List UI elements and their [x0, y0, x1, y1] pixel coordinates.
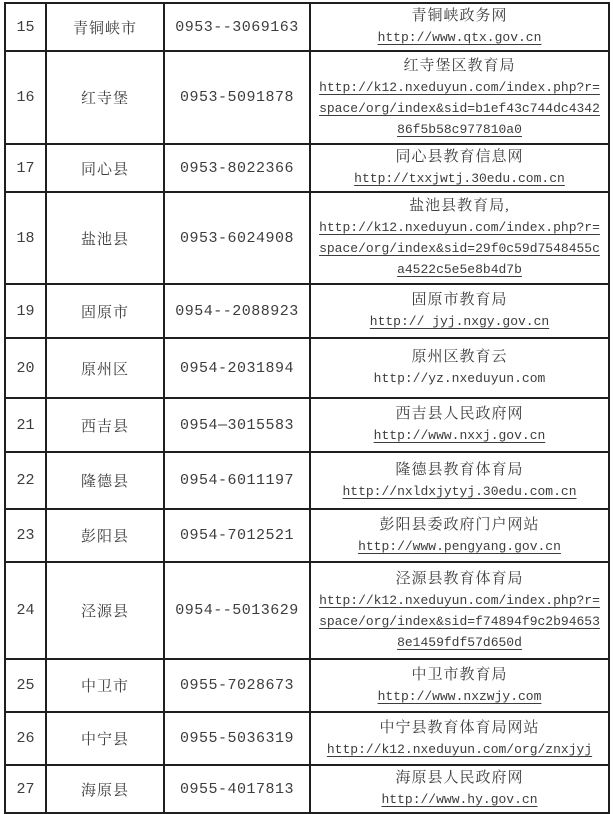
site-title: 中宁县教育体育局网站	[379, 719, 540, 736]
site-link[interactable]: http://www.hy.gov.cn	[381, 792, 538, 807]
region-name: 青铜峡市	[46, 3, 164, 51]
row-number: 19	[5, 284, 46, 338]
phone-number: 0954--2088923	[164, 284, 310, 338]
site-link[interactable]: http://www.pengyang.gov.cn	[358, 538, 561, 554]
region-name: 中卫市	[46, 659, 164, 712]
site-title: 青铜峡政务网	[411, 8, 508, 24]
website-cell	[310, 712, 609, 765]
region-name: 隆德县	[46, 452, 164, 509]
site-link[interactable]: http://k12.nxeduyun.com/index.php?r=space/org/index&sid=f74894f9c2b946538e1459fdf57d650d	[319, 592, 600, 650]
site-title: 盐池县教育局,	[409, 198, 510, 214]
row-number: 15	[5, 3, 46, 51]
phone-number: 0953-5091878	[164, 51, 310, 144]
table-row	[5, 659, 609, 712]
site-link[interactable]: http://txxjwtj.30edu.com.cn	[354, 171, 565, 186]
site-link[interactable]: http://www.qtx.gov.cn	[377, 30, 542, 45]
row-number: 27	[5, 765, 46, 813]
document-page	[0, 2, 613, 807]
row-number: 25	[5, 659, 46, 712]
site-title: 原州区教育云	[411, 349, 508, 365]
site-link[interactable]: http://k12.nxeduyun.com/org/znxjyj	[326, 741, 593, 757]
table-row	[5, 51, 609, 144]
row-number: 18	[5, 192, 46, 284]
row-number: 17	[5, 144, 46, 192]
table-row	[5, 712, 609, 765]
row-number: 24	[5, 562, 46, 659]
table-row	[5, 562, 609, 659]
site-title: 固原市教育局	[411, 292, 508, 308]
table-row	[5, 144, 609, 192]
phone-number: 0954-7012521	[164, 509, 310, 562]
website-cell	[310, 452, 609, 509]
phone-number: 0954-2031894	[164, 338, 310, 398]
row-number: 22	[5, 452, 46, 509]
phone-number: 0955-7028673	[164, 659, 310, 712]
site-title: 中卫市教育局	[411, 666, 508, 683]
row-number: 20	[5, 338, 46, 398]
row-number: 26	[5, 712, 46, 765]
region-name: 西吉县	[46, 398, 164, 452]
table-row	[5, 192, 609, 284]
website-cell	[310, 398, 609, 452]
phone-number: 0954-6011197	[164, 452, 310, 509]
website-cell	[310, 51, 609, 144]
table-row	[5, 3, 609, 51]
table-row	[5, 398, 609, 452]
row-number: 21	[5, 398, 46, 452]
website-cell	[310, 562, 609, 659]
phone-number: 0954--5013629	[164, 562, 310, 659]
website-cell	[310, 3, 609, 51]
row-number: 16	[5, 51, 46, 144]
table-row	[5, 509, 609, 562]
region-name: 中宁县	[46, 712, 164, 765]
site-title: 海原县人民政府网	[395, 770, 524, 786]
region-name: 固原市	[46, 284, 164, 338]
table-row	[5, 452, 609, 509]
region-name: 彭阳县	[46, 509, 164, 562]
site-title: 彭阳县委政府门户网站	[379, 516, 540, 533]
table-row	[5, 765, 609, 813]
site-title: 隆德县教育体育局	[395, 461, 524, 478]
site-link[interactable]: http://www.nxxj.gov.cn	[373, 428, 546, 443]
site-title: 泾源县教育体育局	[395, 570, 524, 587]
site-link[interactable]: http:// jyj.nxgy.gov.cn	[369, 314, 550, 329]
website-cell	[310, 338, 609, 398]
site-title: 西吉县人民政府网	[395, 406, 524, 422]
website-cell	[310, 659, 609, 712]
site-link[interactable]: http://k12.nxeduyun.com/index.php?r=space/org/index&sid=29f0c59d7548455ca4522c5e5e8b4d7b	[319, 220, 600, 277]
region-name: 盐池县	[46, 192, 164, 284]
region-name: 泾源县	[46, 562, 164, 659]
site-link[interactable]: http://yz.nxeduyun.com	[373, 371, 546, 386]
table-row	[5, 338, 609, 398]
site-link[interactable]: http://nxldxjytyj.30edu.com.cn	[342, 483, 577, 499]
phone-number: 0953--3069163	[164, 3, 310, 51]
site-link[interactable]: http://k12.nxeduyun.com/index.php?r=space/org/index&sid=b1ef43c744dc434286f5b58c977810a0	[319, 79, 600, 137]
site-title: 同心县教育信息网	[395, 149, 524, 165]
website-cell	[310, 192, 609, 284]
row-number: 23	[5, 509, 46, 562]
contact-table-body	[5, 3, 609, 813]
website-cell	[310, 144, 609, 192]
website-cell	[310, 765, 609, 813]
site-link[interactable]: http://www.nxzwjy.com	[377, 688, 542, 704]
phone-number: 0953-6024908	[164, 192, 310, 284]
region-name: 同心县	[46, 144, 164, 192]
phone-number: 0955-4017813	[164, 765, 310, 813]
region-name: 红寺堡	[46, 51, 164, 144]
phone-number: 0955-5036319	[164, 712, 310, 765]
website-cell	[310, 284, 609, 338]
site-title: 红寺堡区教育局	[403, 57, 516, 74]
contact-table	[4, 2, 610, 814]
table-row	[5, 284, 609, 338]
phone-number: 0954—3015583	[164, 398, 310, 452]
region-name: 原州区	[46, 338, 164, 398]
phone-number: 0953-8022366	[164, 144, 310, 192]
website-cell	[310, 509, 609, 562]
region-name: 海原县	[46, 765, 164, 813]
